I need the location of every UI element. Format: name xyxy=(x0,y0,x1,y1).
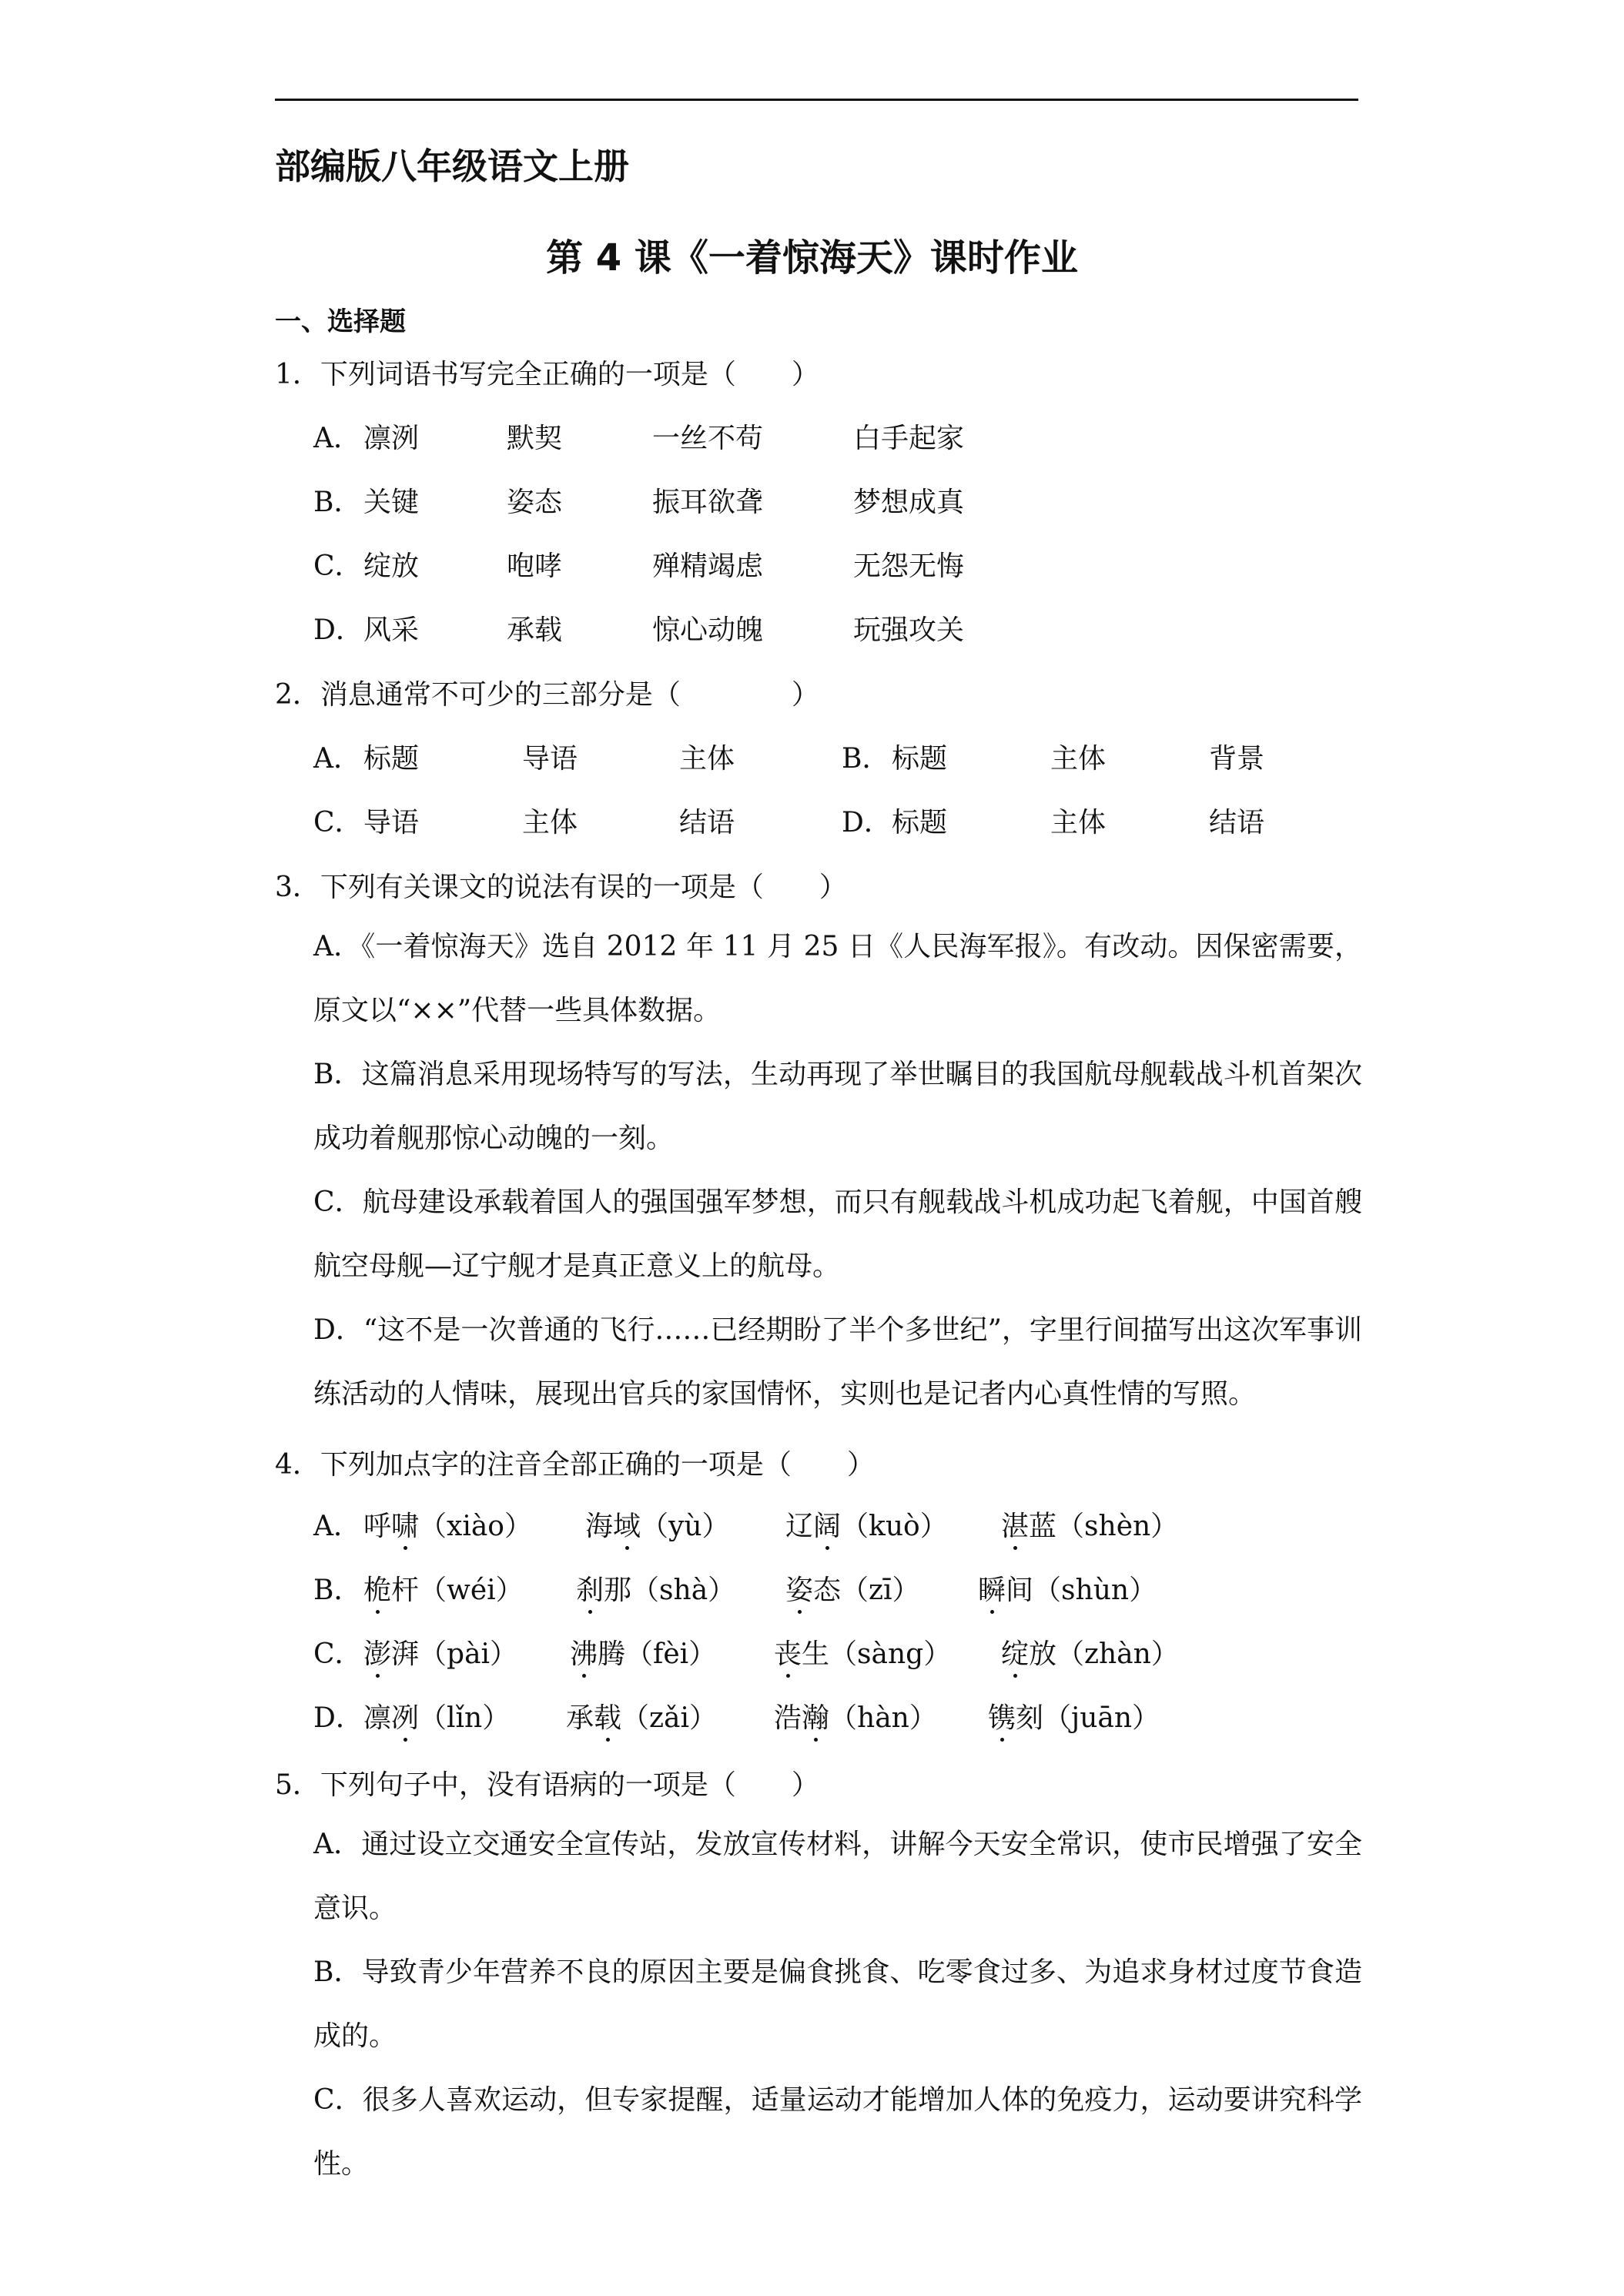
dotted-char: 沸 xyxy=(570,1632,598,1672)
dotted-char: 绽 xyxy=(1001,1632,1029,1672)
dotted-char: 桅 xyxy=(363,1568,391,1608)
pinyin-item: 桅杆（wéi） xyxy=(363,1568,524,1608)
q5-option-c: C．很多人喜欢运动，但专家提醒，适量运动才能增加人体的免疫力，运动要讲究科学性。 xyxy=(313,2084,1362,2180)
option-word: 标题 xyxy=(892,807,948,838)
option-label: B． xyxy=(313,1575,362,1606)
dotted-char: 镌 xyxy=(988,1696,1016,1735)
header-rule xyxy=(275,99,1358,101)
option-word: 风采 xyxy=(363,614,420,646)
option-word: 主体 xyxy=(522,807,578,838)
pinyin-item: 瞬间（shùn） xyxy=(978,1568,1157,1608)
question-1-stem: 1．下列词语书写完全正确的一项是（ ） xyxy=(275,359,819,390)
q5-option-a: A．通过设立交通安全宣传站，发放宣传材料，讲解今天安全常识，使市民增强了安全意识。 xyxy=(313,1829,1362,1924)
pinyin-item: 凛冽（lǐn） xyxy=(363,1696,510,1735)
dotted-char: 姿 xyxy=(785,1568,813,1608)
option-word: 承载 xyxy=(507,614,563,646)
option-word: 殚精竭虑 xyxy=(652,551,764,582)
series-title: 部编版八年级语文上册 xyxy=(275,146,629,187)
dotted-char: 瞬 xyxy=(978,1568,1006,1608)
pinyin-item: 刹那（shà） xyxy=(576,1568,735,1608)
option-label: A． xyxy=(313,1511,361,1542)
pinyin-item: 沸腾（fèi） xyxy=(570,1632,716,1672)
dotted-char: 丧 xyxy=(774,1632,802,1672)
option-label: C． xyxy=(313,1638,363,1670)
pinyin-item: 浩瀚（hàn） xyxy=(774,1696,937,1735)
q3-option-a: A．《一着惊海天》选自 2012 年 11 月 25 日《人民海军报》。有改动。因保密需要，原文以“××”代替一些具体数据。 xyxy=(313,931,1362,1026)
question-4-stem: 4．下列加点字的注音全部正确的一项是（ ） xyxy=(275,1449,875,1481)
question-5-stem: 5．下列句子中，没有语病的一项是（ ） xyxy=(275,1769,819,1801)
dotted-char: 瀚 xyxy=(802,1696,829,1735)
page-title: 第 4 课《一着惊海天》课时作业 xyxy=(546,236,1078,279)
option-label: C． xyxy=(313,551,363,582)
option-label: C． xyxy=(313,807,363,838)
option-word: 标题 xyxy=(363,743,420,775)
pinyin-item: 辽阔（kuò） xyxy=(785,1504,948,1544)
dotted-char: 啸 xyxy=(391,1504,419,1544)
dotted-char: 域 xyxy=(613,1504,641,1544)
pinyin-item: 湛蓝（shèn） xyxy=(1001,1504,1178,1544)
option-word: 主体 xyxy=(1050,743,1107,775)
pinyin-item: 澎湃（pài） xyxy=(363,1632,517,1672)
option-label: B． xyxy=(313,487,362,518)
q3-option-c: C．航母建设承载着国人的强国强军梦想，而只有舰载战斗机成功起飞着舰，中国首艘航空母舰—辽宁舰才是真正意义上的航母。 xyxy=(313,1186,1362,1282)
dotted-char: 刹 xyxy=(576,1568,604,1608)
option-label: D． xyxy=(313,614,363,646)
pinyin-item: 承载（zǎi） xyxy=(566,1696,717,1735)
q3-option-b: B．这篇消息采用现场特写的写法，生动再现了举世瞩目的我国航母舰载战斗机首架次成功着舰那惊心动魄的一刻。 xyxy=(313,1059,1362,1154)
dotted-char: 阔 xyxy=(813,1504,841,1544)
pinyin-item: 海域（yù） xyxy=(585,1504,730,1544)
pinyin-item: 绽放（zhàn） xyxy=(1001,1632,1179,1672)
option-label: A． xyxy=(313,743,361,775)
option-word: 默契 xyxy=(507,423,563,454)
q3-option-d: D．“这不是一次普通的飞行……已经期盼了半个多世纪”，字里行间描写出这次军事训练活动的人情味，展现出官兵的家国情怀，实则也是记者内心真性情的写照。 xyxy=(313,1314,1362,1410)
pinyin-item: 镌刻（juān） xyxy=(988,1696,1160,1735)
option-label: D． xyxy=(313,1702,363,1734)
option-word: 无怨无悔 xyxy=(853,551,965,582)
pinyin-item: 姿态（zī） xyxy=(785,1568,920,1608)
option-word: 关键 xyxy=(363,487,420,518)
option-word: 导语 xyxy=(522,743,578,775)
option-word: 咆哮 xyxy=(507,551,563,582)
pinyin-item: 呼啸（xiào） xyxy=(363,1504,532,1544)
dotted-char: 载 xyxy=(594,1696,621,1735)
option-label: A． xyxy=(313,423,361,454)
question-2-stem: 2．消息通常不可少的三部分是（ ） xyxy=(275,679,819,711)
option-word: 凛洌 xyxy=(363,423,420,454)
option-label: B． xyxy=(842,743,890,775)
option-word: 标题 xyxy=(892,743,948,775)
option-word: 梦想成真 xyxy=(853,487,965,518)
option-word: 背景 xyxy=(1209,743,1265,775)
dotted-char: 湛 xyxy=(1001,1504,1029,1544)
dotted-char: 冽 xyxy=(391,1696,419,1735)
option-word: 主体 xyxy=(1050,807,1107,838)
dotted-char: 澎 xyxy=(363,1632,391,1672)
option-word: 结语 xyxy=(1209,807,1265,838)
section-heading: 一、选择题 xyxy=(275,306,406,337)
option-word: 一丝不苟 xyxy=(652,423,764,454)
option-word: 白手起家 xyxy=(853,423,965,454)
option-label: D． xyxy=(842,807,892,838)
question-3-stem: 3．下列有关课文的说法有误的一项是（ ） xyxy=(275,872,847,903)
option-word: 导语 xyxy=(363,807,420,838)
q5-option-b: B．导致青少年营养不良的原因主要是偏食挑食、吃零食过多、为追求身材过度节食造成的。 xyxy=(313,1956,1362,2052)
option-word: 姿态 xyxy=(507,487,563,518)
option-word: 主体 xyxy=(679,743,735,775)
pinyin-item: 丧生（sàng） xyxy=(774,1632,951,1672)
option-word: 绽放 xyxy=(363,551,420,582)
option-word: 玩强攻关 xyxy=(853,614,965,646)
option-word: 结语 xyxy=(679,807,735,838)
option-word: 振耳欲聋 xyxy=(652,487,764,518)
option-word: 惊心动魄 xyxy=(652,614,764,646)
